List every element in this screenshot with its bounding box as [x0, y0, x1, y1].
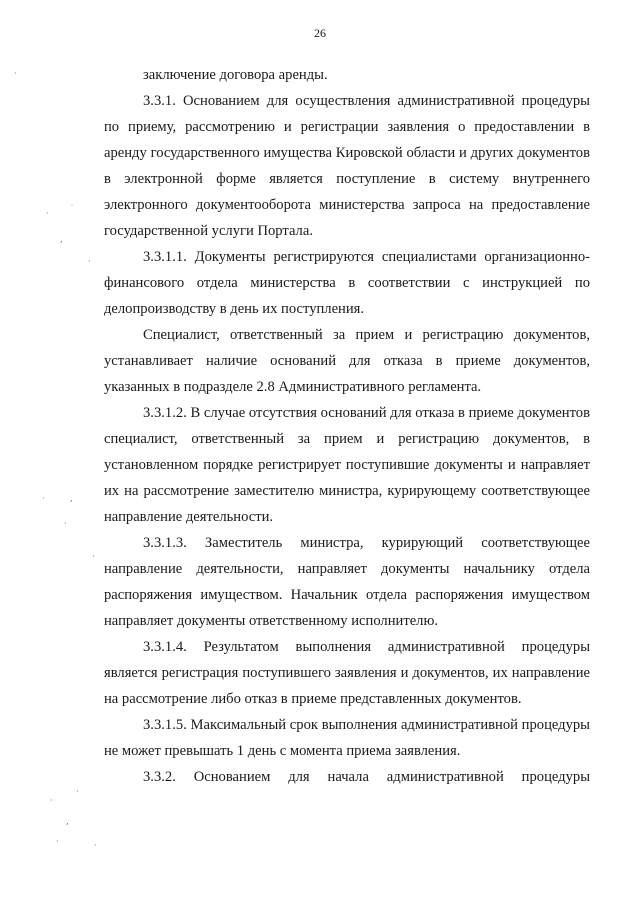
- scan-speck: ·: [56, 837, 59, 846]
- scan-speck: ,: [66, 817, 69, 826]
- paragraph-3-3-1-4: 3.3.1.4. Результатом выполнения административной процедуры является регистрация поступившего заявления и документов, их направление на рассмотрение либо отказ в приеме представленных документов.: [104, 639, 590, 707]
- document-body: [104, 62, 590, 790]
- paragraph-continuation: заключение договора аренды.: [143, 67, 328, 83]
- scan-speck: ,: [70, 494, 73, 503]
- scan-speck: ·: [42, 494, 45, 503]
- scan-speck: ·: [92, 552, 95, 561]
- paragraph-3-3-1-1: 3.3.1.1. Документы регистрируются специалистами организационно-финансового отдела министерства в соответствии с инструкцией по делопроизводству в день их поступления.: [104, 249, 590, 317]
- scan-speck: ·: [88, 257, 91, 266]
- scan-speck: ·: [94, 841, 97, 850]
- scan-speck: ˙: [70, 204, 74, 213]
- paragraph-3-3-2: 3.3.2. Основанием для начала административной процедуры: [143, 769, 590, 785]
- paragraph-3-3-1-5: 3.3.1.5. Максимальный срок выполнения административной процедуры не может превышать 1 день с момента приема заявления.: [104, 717, 590, 759]
- paragraph-specialist: Специалист, ответственный за прием и регистрацию документов, устанавливает наличие оснований для отказа в приеме документов, указанных в подразделе 2.8 Административного регламента.: [104, 327, 590, 395]
- scan-speck: ·: [64, 519, 67, 528]
- scan-speck: ·: [14, 69, 17, 78]
- scan-speck: ·: [76, 787, 79, 796]
- scan-speck: ,: [60, 235, 63, 244]
- scan-speck: ·: [46, 209, 49, 218]
- scan-speck: ·: [50, 796, 53, 805]
- paragraph-3-3-1: 3.3.1. Основанием для осуществления административной процедуры по приему, рассмотрению и регистрации заявления о предоставлении в аренду государственного имущества Кировской области и других документов в электронной форме является поступление в систему внутреннего электронного документооборота министерства запроса на предоставление государственной услуги Портала.: [104, 93, 590, 239]
- paragraph-3-3-1-2: 3.3.1.2. В случае отсутствия оснований для отказа в приеме документов специалист, ответственный за прием и регистрацию документов, в установленном порядке регистрирует поступившие документы и направляет их на рассмотрение заместителю министра, курирующему соответствующее направление деятельности.: [104, 405, 590, 525]
- page-number: 26: [314, 26, 326, 40]
- paragraph-3-3-1-3: 3.3.1.3. Заместитель министра, курирующий соответствующее направление деятельности, направляет документы начальнику отдела распоряжения имуществом. Начальник отдела распоряжения имуществом направляет документы ответственному исполнителю.: [104, 535, 590, 629]
